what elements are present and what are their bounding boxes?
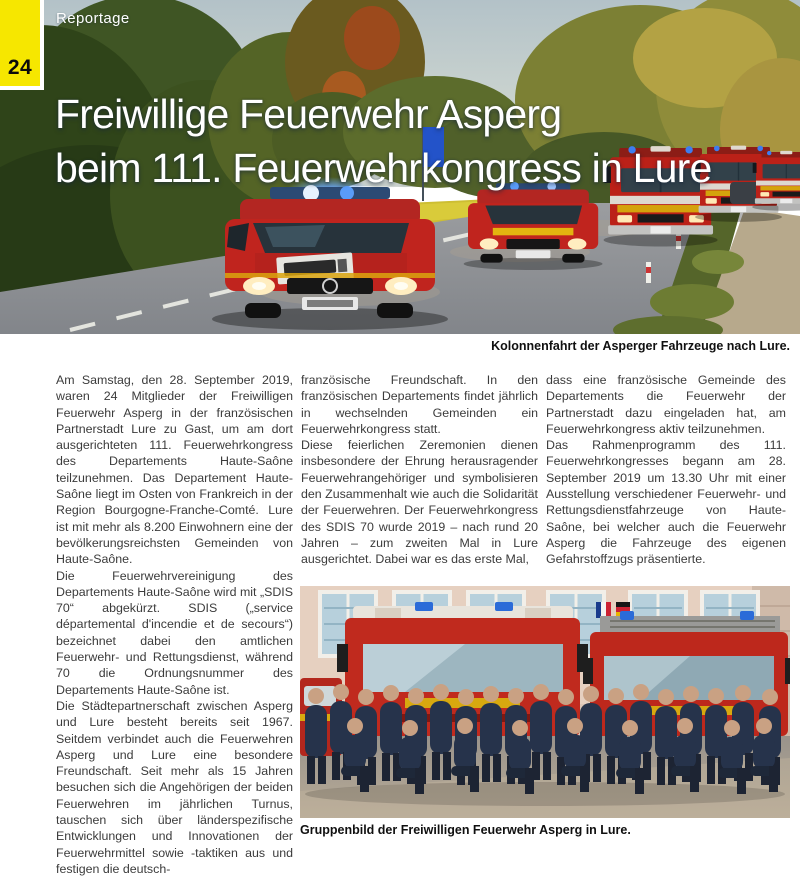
paragraph: dass eine französische Gemeinde des Departements die Feuerwehr der Partnerstadt dazu eingeladen hat, am Feuerwehrkongress aktiv teilzunehmen. [546,373,786,436]
paragraph: Am Samstag, den 28. September 2019, waren 24 Mitglieder der Freiwilligen Feuerwehr Asperg in der französischen Partnerstadt Lure zu Gast, um am dort ausgerichteten 111. Feuerwehrkongress des Departements Haute-Saône teilzunehmen. Das Departement Haute-Saône liegt im Osten von Frankreich in der Region Bourgogne-Franche-Comté. Lure ist mit mehr als 8.200 Einwohnern eine der bevölkerungsreichsten Gemeinden von Haute-Saône. [56,373,293,567]
paragraph: Das Rahmenprogramm des 111. Feuerwehrkongresses begann am 28. September 2019 um 13.30 Uhr mit einer Ausstellung verschiedener Feuerwehr- und Rettungsdienstfahrzeuge von Haute-Saône, bei welcher auch die Feuerwehr Asperg die Fahrzeuge des eigenen Gefahrstoffzugs präsentierte. [546,438,786,567]
article-column-3 [546,372,786,568]
article-column-1 [56,372,293,877]
paragraph: Die Städtepartnerschaft zwischen Asperg und Lure besteht bereits seit 1967. Seitdem verbindet auch die Feuerwehren Asperg und Lure eine besondere Freundschaft. Seit mehr als 15 Jahren besuchen sich die Angehörigen der beiden Feuerwehren im jährlichen Turnus, tauschen sich über länderspezifische Entwicklungen und Innovationen der Feuerwehrmittel sowie -taktiken aus und festigen die deutsch- [56,698,293,876]
headline-line2: beim 111. Feuerwehrkongress in Lure [55,145,712,192]
hero-photo-caption: Kolonnenfahrt der Asperger Fahrzeuge nach Lure. [491,339,790,353]
page-number: 24 [7,56,33,79]
page-title [55,87,800,195]
headline-line1: Freiwillige Feuerwehr Asperg [55,91,562,138]
page-number-badge [0,0,44,90]
paragraph: Diese feierlichen Zeremonien dienen insbesondere der Ehrung herausragender Feuerwehrangehöriger und symbolisieren den Zusammenhalt wie auch die Solidarität der Feuerwehren. Der Feuerwehrkongress des SDIS 70 wurde 2019 – nach rund 20 Jahren – zum zweiten Mal in Lure ausgerichtet. Dabei war es das erste Mal, [301,438,538,567]
paragraph: Die Feuerwehrvereinigung des Departements Haute-Saône wird mit „SDIS 70“ abgekürzt. SDIS („service départemental d'incendie et de secours“) bezeichnet dabei den amtlichen Feuerwehr- und Rettungsdienst, während 70 die Ordnungsnummer des Departements Haute-Saône ist. [56,568,293,697]
group-photo-caption: Gruppenbild der Freiwilligen Feuerwehr Asperg in Lure. [300,823,631,837]
group-photo [300,586,790,818]
article-column-2 [301,372,538,568]
paragraph: französische Freundschaft. In den französischen Departements findet jährlich in wechselnden Gemeinden ein Feuerwehrkongress statt. [301,373,538,436]
group-photo-illustration [300,586,790,818]
section-label: Reportage [56,10,130,27]
